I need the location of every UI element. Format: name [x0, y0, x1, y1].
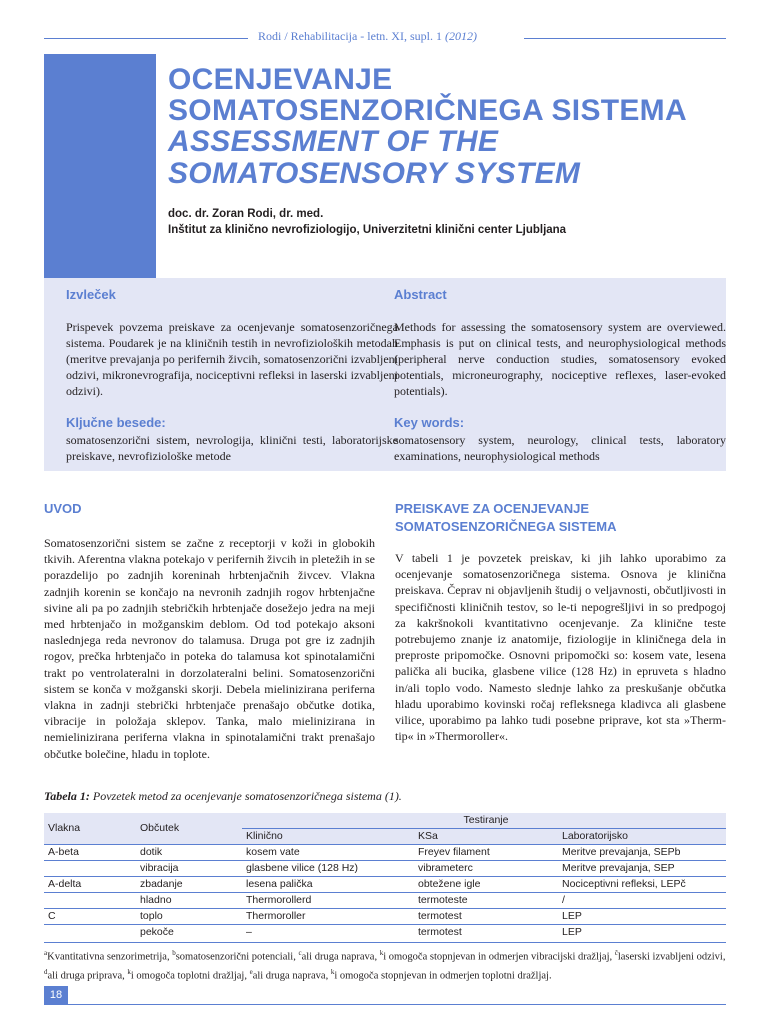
keywords-slovene-heading: Ključne besede:: [66, 415, 166, 430]
table-row: [44, 845, 726, 861]
section-introduction: [44, 500, 375, 762]
methods-table: [44, 813, 726, 940]
title-slovene: [168, 64, 738, 126]
cell-ksa: Freyev filament: [414, 845, 558, 861]
header-ksa: KSa: [414, 829, 558, 845]
examinations-text: V tabeli 1 je povzetek preiskav, ki jih lahko uporabimo za ocenjevanje somatosenzoričnega sistema. Osnova je klinična preiskava. Čeprav ni objavljenih študij o veljavnosti, občutljivosti in specifičnosti kliničnih testov, so le-ti nepogrešljivi in so predpogoj za kakršnokoli kvantitativno ocenjevanje. Za klinične teste potrebujemo znanje iz anatomije, fiziologije in kliničnega dela in preproste pripomočke. Osnovni pripomočki so: kosem vate, lesena palička ali bucika, glasbene vilice (128 Hz) in epruveta s hladno in/ali toplo vodo. Namesto slednje lahko za preskušanje občutka hladu uporabimo kovinski ročaj refleksnega kladivca ali glasbene vilice, uporabimo pa lahko tudi posebne priprave, kot sta »Therm-tip« in »Thermoroller«.: [395, 551, 726, 744]
table-bottom-rule: [44, 942, 726, 943]
introduction-text: Somatosenzorični sistem se začne z receptorji v koži in globokih tkivih. Aferentna vlakna potekajo v perifernih živcih in pletežih in se porazdelijo po zadnjih koreninah hrbtenjačnih živcev. Vlakna zadnjih korenin se končajo na nevronih zadnjih rogov hrbtenjačne sivine ali pa po zadnjih stebričkih hrbtenjače dosežejo jedra na meji med hrbtenjačo in možganskim deblom. Od tod potekajo aksoni naslednjega reda nevronov do talamusa. Druga pot gre iz zadnjih rogov, prečka hrbtenjačo in poteka do talamusa kot spinotalamični trakt po ventrolateralni in dorzolateralni belini. Somatosenzorični sistem se konča v možganski skorji. Debela mielinizirana periferna vlakna in zadnji stebrički hrbtenjače prenašajo občutke dotika, vibracije in položaja sklepov. Tanka, malo mielinizirana in nemielinizirana periferna vlakna in spinotalamični trakt prenašajo občutke bolečine, hladu in toplote.: [44, 536, 375, 761]
cell-ksa: termoteste: [414, 893, 558, 909]
cell-vlakna: A-beta: [44, 845, 136, 861]
keywords-english-heading: Key words:: [394, 415, 465, 430]
section-heading-preiskave: [395, 500, 726, 536]
cell-vlakna: [44, 893, 136, 909]
abstract-slovene-heading: Izvleček: [66, 287, 116, 302]
cell-obcutek: dotik: [136, 845, 242, 861]
cell-vlakna: [44, 925, 136, 941]
affiliation: Inštitut za klinično nevrofiziologijo, Univerzitetni klinični center Ljubljana: [168, 224, 567, 236]
running-header: [0, 26, 768, 46]
cell-ksa: termotest: [414, 909, 558, 925]
keywords-slovene: somatosenzorični sistem, nevrologija, klinični testi, laboratorijske preiskave, nevrofiziološke metode: [66, 433, 398, 463]
abstract-english-text: Methods for assessing the somatosensory system are overviewed. Emphasis is put on clinical tests, and neurophysiological methods (peripheral nerve conduction studies, somatosensory evoked potentials, microneurography, nociceptive reflexes, laser-evoked potentials).: [394, 320, 726, 398]
cell-obcutek: zbadanje: [136, 877, 242, 893]
table-header-row-top: [44, 813, 726, 829]
cell-klinicno: Thermorollerd: [242, 893, 414, 909]
accent-side-bar: [44, 54, 156, 278]
footer-rule: [44, 1004, 726, 1005]
header-rule-right: [524, 38, 726, 39]
cell-klinicno: –: [246, 926, 252, 938]
cell-klinicno: Thermoroller: [242, 909, 414, 925]
table-row: [44, 925, 726, 941]
table-row: [44, 877, 726, 893]
abstract-slovene-text: Prispevek povzema preiskave za ocenjevanje somatosenzoričnega sistema. Poudarek je na kliničnih testih in nevrofizioloških metodah (meritve prevajanja po perifernih živcih, somatosenzorični izvabljeni odzivi, mikronevrografija, nociceptivni refleksi in laserski izvabljeni odzivi).: [66, 320, 398, 398]
author: doc. dr. Zoran Rodi, dr. med.: [168, 208, 324, 220]
cell-obcutek: toplo: [136, 909, 242, 925]
title-english-line2: SOMATOSENSORY SYSTEM: [168, 157, 581, 190]
cell-obcutek: vibracija: [136, 861, 242, 877]
table-row: [44, 909, 726, 925]
table-caption: [44, 789, 726, 804]
title-english: [168, 126, 738, 190]
title-slovene-line1: OCENJEVANJE: [168, 63, 393, 96]
header-klinicno: Klinično: [242, 829, 414, 845]
cell-ksa: obtežene igle: [414, 877, 558, 893]
cell-vlakna: C: [44, 909, 136, 925]
cell-obcutek: hladno: [136, 893, 242, 909]
header-obcutek: Občutek: [136, 813, 242, 845]
cell-klinicno: lesena palička: [242, 877, 414, 893]
section-heading-preiskave-line1: PREISKAVE ZA OCENJEVANJE: [395, 501, 590, 516]
cell-laboratorijsko: LEP: [558, 909, 726, 925]
cell-vlakna: [44, 861, 136, 877]
abstract-panel: [44, 278, 726, 471]
title-block: [168, 64, 738, 238]
title-slovene-line2: SOMATOSENZORIČNEGA SISTEMA: [168, 94, 687, 127]
table-body: [44, 845, 726, 941]
journal-citation: Rodi / Rehabilitacija - letn. XI, supl. 1 (2012): [258, 29, 477, 43]
table-footnote: $^a$Kvantitativna senzorimetrija, $^b$somatosenzorični potenciali, $^c$ali druga naprava, $^k$i omogoča stopnjevan in odmerjen vibracijski dražljaj, $^č$laserski izvabljeni odzivi, $^d$ali druga priprava, $^k$i omogoča toplotni dražljaj, $^e$ali druga naprava, $^k$i omogoča stopnjevan in odmerjen toplotni dražljaj.: [44, 949, 726, 981]
cell-laboratorijsko: /: [558, 893, 726, 909]
section-heading-uvod: UVOD: [44, 501, 82, 516]
cell-klinicno: glasbene vilice (128 Hz): [242, 861, 414, 877]
cell-vlakna: A-delta: [44, 877, 136, 893]
header-laboratorijsko: Laboratorijsko: [558, 829, 726, 845]
keywords-english: somatosensory system, neurology, clinical tests, laboratory examinations, neurophysiological methods: [394, 433, 726, 463]
cell-ksa: termotest: [418, 926, 462, 938]
section-heading-preiskave-line2: SOMATOSENZORIČNEGA SISTEMA: [395, 519, 617, 534]
cell-klinicno: kosem vate: [242, 845, 414, 861]
table-row: [44, 861, 726, 877]
header-testiranje: Testiranje: [242, 813, 726, 829]
table-caption-text: Povzetek metod za ocenjevanje somatosenzoričnega sistema (1).: [92, 789, 402, 803]
cell-laboratorijsko: Nociceptivni refleksi, LEPč: [558, 877, 726, 893]
table-row: [44, 893, 726, 909]
cell-laboratorijsko: Meritve prevajanja, SEPb: [558, 845, 726, 861]
cell-laboratorijsko: LEP: [562, 926, 582, 938]
header-rule-left: [44, 38, 248, 39]
table-caption-label: Tabela 1:: [44, 789, 90, 803]
cell-laboratorijsko: Meritve prevajanja, SEP: [558, 861, 726, 877]
abstract-english-heading: Abstract: [394, 287, 447, 302]
cell-obcutek: pekoče: [140, 926, 174, 938]
section-examinations: [395, 500, 726, 744]
cell-ksa: vibrameterc: [414, 861, 558, 877]
page-number: 18: [44, 986, 68, 1004]
title-english-line1: ASSESSMENT OF THE: [168, 125, 499, 158]
header-vlakna: Vlakna: [44, 813, 136, 845]
